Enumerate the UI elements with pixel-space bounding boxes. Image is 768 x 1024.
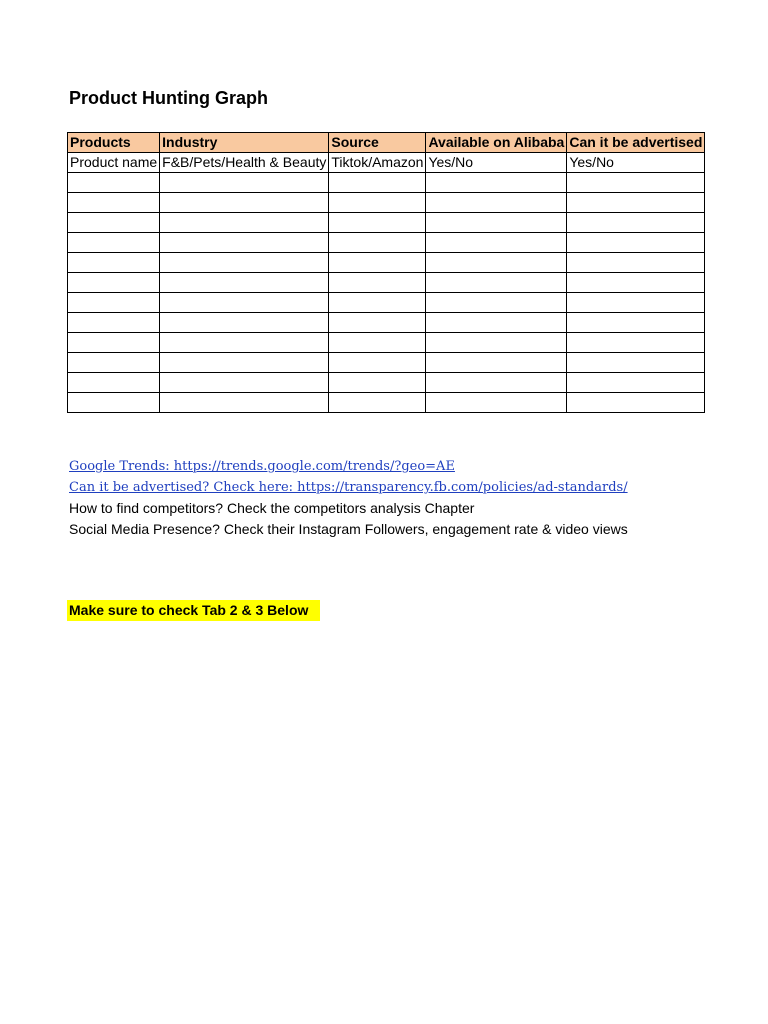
table-cell[interactable] <box>68 193 160 213</box>
table-cell[interactable] <box>160 253 329 273</box>
header-products[interactable]: Products <box>68 133 160 153</box>
table-cell[interactable] <box>329 313 426 333</box>
table-cell[interactable] <box>567 273 705 293</box>
table-cell[interactable] <box>426 273 567 293</box>
table-cell[interactable] <box>329 333 426 353</box>
table-row <box>68 153 705 173</box>
table-cell[interactable] <box>567 233 705 253</box>
table-cell[interactable] <box>426 393 567 413</box>
table-cell[interactable] <box>329 253 426 273</box>
table-cell[interactable] <box>329 193 426 213</box>
table-cell[interactable] <box>426 193 567 213</box>
table-cell[interactable] <box>329 353 426 373</box>
table-cell[interactable] <box>160 173 329 193</box>
table-cell[interactable] <box>329 293 426 313</box>
header-industry[interactable]: Industry <box>160 133 329 153</box>
table-row <box>68 393 705 413</box>
table-cell[interactable] <box>567 353 705 373</box>
table-cell[interactable] <box>329 273 426 293</box>
table-row <box>68 233 705 253</box>
table-cell[interactable]: Yes/No <box>426 153 567 173</box>
table-cell[interactable] <box>329 233 426 253</box>
table-cell[interactable] <box>160 353 329 373</box>
table-cell[interactable] <box>567 253 705 273</box>
table-cell[interactable] <box>567 393 705 413</box>
table-cell[interactable] <box>567 213 705 233</box>
table-cell[interactable] <box>567 293 705 313</box>
ad-standards-link[interactable]: Can it be advertised? Check here: https://transparency.fb.com/policies/ad-standards/ <box>69 480 628 495</box>
google-trends-link[interactable]: Google Trends: https://trends.google.com/trends/?geo=AE <box>69 459 455 474</box>
header-source[interactable]: Source <box>329 133 426 153</box>
table-cell[interactable] <box>68 173 160 193</box>
table-cell[interactable] <box>567 373 705 393</box>
table-row <box>68 313 705 333</box>
table-cell[interactable] <box>160 293 329 313</box>
table-row <box>68 253 705 273</box>
table-cell[interactable] <box>329 173 426 193</box>
table-cell[interactable] <box>160 273 329 293</box>
table-cell[interactable] <box>68 233 160 253</box>
table-cell[interactable] <box>329 393 426 413</box>
table-cell[interactable] <box>567 193 705 213</box>
header-alibaba[interactable]: Available on Alibaba <box>426 133 567 153</box>
table-cell[interactable] <box>160 213 329 233</box>
competitors-note: How to find competitors? Check the competitors analysis Chapter <box>69 500 475 516</box>
product-table <box>67 132 705 413</box>
table-row <box>68 273 705 293</box>
table-cell[interactable] <box>567 333 705 353</box>
table-cell[interactable] <box>160 373 329 393</box>
table-cell[interactable] <box>426 173 567 193</box>
table-cell[interactable]: Product name <box>68 153 160 173</box>
table-cell[interactable] <box>68 313 160 333</box>
header-advertised[interactable]: Can it be advertised <box>567 133 705 153</box>
table-row <box>68 193 705 213</box>
table-row <box>68 353 705 373</box>
table-cell[interactable]: F&B/Pets/Health & Beauty <box>160 153 329 173</box>
table-cell[interactable] <box>426 253 567 273</box>
table-cell[interactable] <box>160 393 329 413</box>
table-cell[interactable] <box>68 373 160 393</box>
table-cell[interactable] <box>68 353 160 373</box>
table-cell[interactable] <box>426 213 567 233</box>
table-cell[interactable] <box>160 233 329 253</box>
table-cell[interactable]: Tiktok/Amazon <box>329 153 426 173</box>
page-title: Product Hunting Graph <box>69 88 268 108</box>
tab-reminder-callout: Make sure to check Tab 2 & 3 Below <box>67 600 320 621</box>
table-cell[interactable] <box>68 253 160 273</box>
social-media-note: Social Media Presence? Check their Instagram Followers, engagement rate & video views <box>69 521 628 537</box>
table-row <box>68 213 705 233</box>
table-cell[interactable] <box>426 293 567 313</box>
table-row <box>68 173 705 193</box>
table-cell[interactable] <box>426 353 567 373</box>
table-row <box>68 333 705 353</box>
table-cell[interactable] <box>329 373 426 393</box>
table-cell[interactable] <box>160 313 329 333</box>
table-cell[interactable]: Yes/No <box>567 153 705 173</box>
table-row <box>68 373 705 393</box>
table-cell[interactable] <box>426 313 567 333</box>
table-cell[interactable] <box>68 293 160 313</box>
table-cell[interactable] <box>160 333 329 353</box>
table-cell[interactable] <box>329 213 426 233</box>
table-cell[interactable] <box>68 273 160 293</box>
table-cell[interactable] <box>426 233 567 253</box>
table-cell[interactable] <box>426 373 567 393</box>
table-cell[interactable] <box>68 213 160 233</box>
table-cell[interactable] <box>68 333 160 353</box>
table-header-row <box>68 133 705 153</box>
table-cell[interactable] <box>160 193 329 213</box>
table-row <box>68 293 705 313</box>
table-cell[interactable] <box>68 393 160 413</box>
table-cell[interactable] <box>567 173 705 193</box>
table-cell[interactable] <box>426 333 567 353</box>
table-cell[interactable] <box>567 313 705 333</box>
